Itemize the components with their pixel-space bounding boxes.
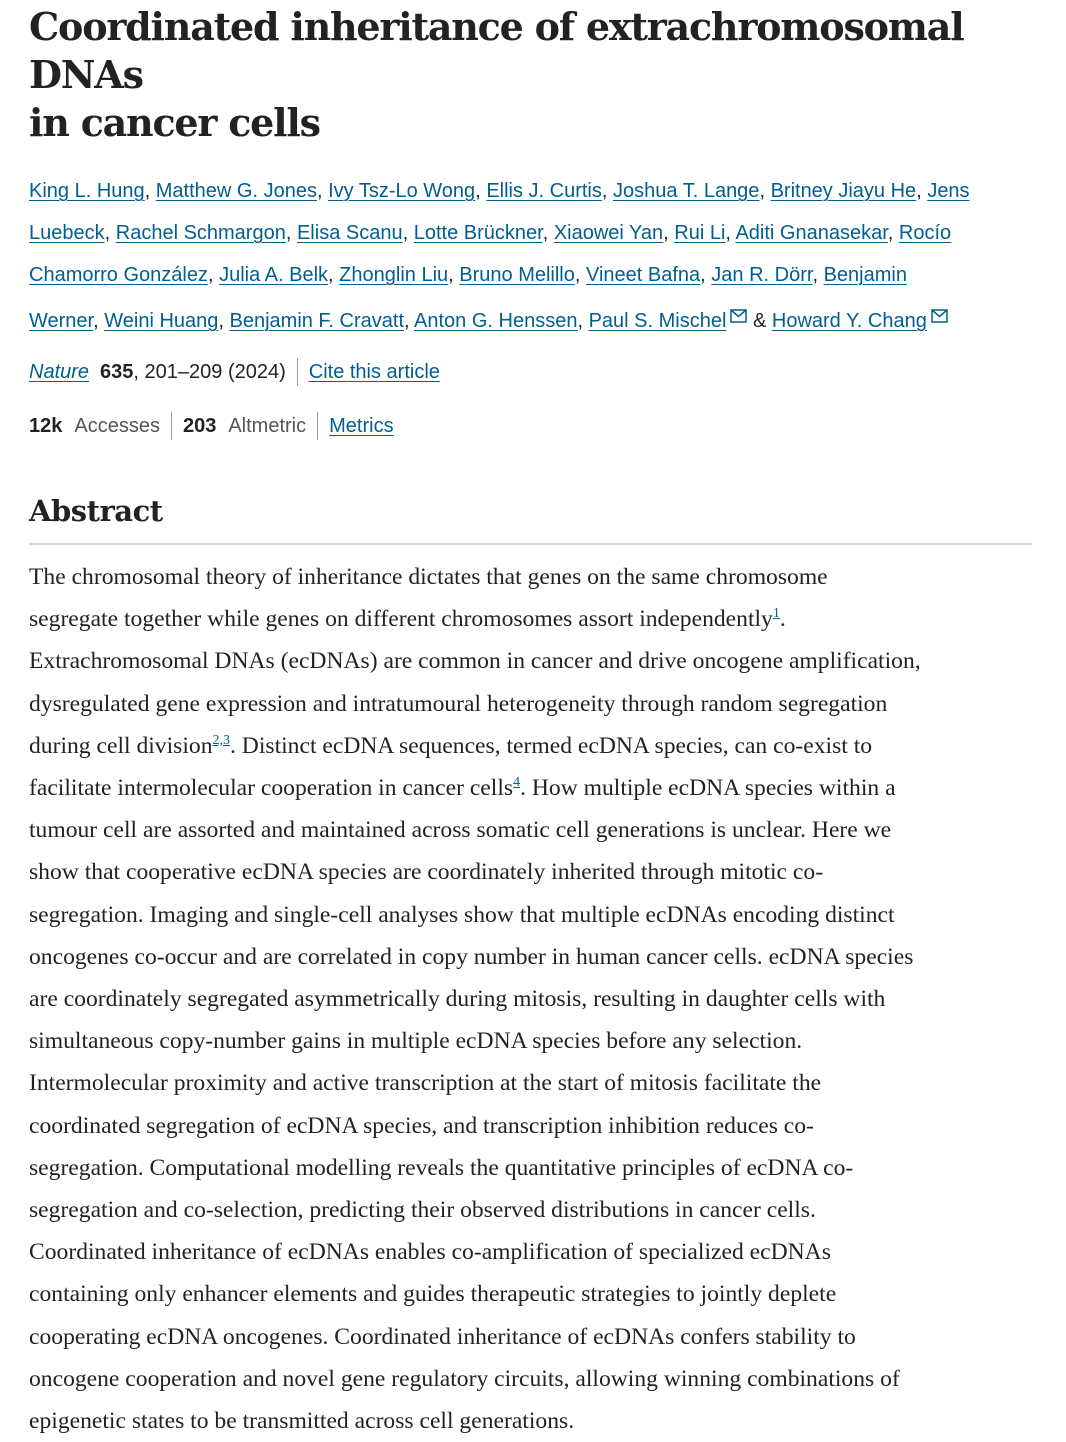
reference-link[interactable]: 2,3 xyxy=(212,732,230,748)
author-separator: , xyxy=(144,180,156,202)
article-title xyxy=(29,3,1032,147)
author-link[interactable]: Lotte Brückner xyxy=(413,222,543,244)
altmetric-score: 203 xyxy=(182,414,217,437)
author-separator: , xyxy=(404,310,415,332)
author-link[interactable]: Elisa Scanu xyxy=(296,222,403,244)
author-separator: , xyxy=(887,222,899,244)
author-separator: , xyxy=(574,264,586,286)
author-link[interactable]: Zhonglin Liu xyxy=(339,264,449,286)
journal-pages-year: , 201–209 (2024) xyxy=(133,360,286,383)
abstract-line: The chromosomal theory of inheritance dictates that genes on the same chromosome xyxy=(29,564,828,590)
abstract-line: tumour cell are assorted and maintained across somatic cell generations is unclear. Here we xyxy=(29,817,892,844)
abstract-line: cooperating ecDNA oncogenes. Coordinated inheritance of ecDNAs confers stability to xyxy=(29,1323,856,1350)
author-link[interactable]: Vineet Bafna xyxy=(586,264,701,286)
author-link[interactable]: Aditi Gnanasekar xyxy=(735,222,888,244)
author-list xyxy=(29,170,1032,342)
author-separator: , xyxy=(700,264,712,286)
abstract-line: containing only enhancer elements and guides therapeutic strategies to jointly deplete xyxy=(29,1281,837,1308)
abstract-line: Intermolecular proximity and active transcription at the start of mitosis facilitate the xyxy=(29,1070,822,1097)
author-separator: , xyxy=(577,310,589,332)
abstract-line: coordinated segregation of ecDNA species, and transcription inhibition reduces co- xyxy=(29,1112,814,1139)
abstract-line: Coordinated inheritance of ecDNAs enables co-amplification of specialized ecDNAs xyxy=(29,1239,831,1266)
author-separator: , xyxy=(285,222,297,244)
author-link[interactable]: Jan R. Dörr xyxy=(711,264,813,286)
abstract-line: dysregulated gene expression and intratumoural heterogeneity through random segregation xyxy=(29,690,888,717)
author-link[interactable]: Matthew G. Jones xyxy=(155,180,317,202)
abstract-text xyxy=(29,556,1032,1442)
author-link[interactable]: Benjamin Werner xyxy=(29,264,907,332)
author-separator: , xyxy=(542,222,554,244)
journal-link[interactable]: Nature xyxy=(29,360,90,383)
abstract-line: Extrachromosomal DNAs (ecDNAs) are common in cancer and drive oncogene amplification, xyxy=(29,648,921,675)
author-separator: , xyxy=(402,222,414,244)
author-link[interactable]: Ellis J. Curtis xyxy=(486,180,602,202)
author-link[interactable]: Xiaowei Yan xyxy=(553,222,664,244)
author-separator: , xyxy=(812,264,824,286)
author-separator: , xyxy=(759,180,771,202)
author-and: & xyxy=(747,310,772,332)
author-link[interactable]: Anton G. Henssen xyxy=(414,310,578,332)
author-separator: , xyxy=(328,264,340,286)
citation-line xyxy=(29,358,440,386)
author-link[interactable]: Rui Li xyxy=(674,222,726,244)
cite-this-article-link[interactable]: Cite this article xyxy=(308,360,440,383)
mail-icon[interactable] xyxy=(931,296,948,338)
author-link[interactable]: Paul S. Mischel xyxy=(588,310,727,332)
author-link[interactable]: Rachel Schmargon xyxy=(115,222,286,244)
abstract-line: show that cooperative ecDNA species are coordinately inherited through mitotic co- xyxy=(29,859,824,886)
article-title-line-2: in cancer cells xyxy=(29,100,320,145)
author-link[interactable]: Ivy Tsz-Lo Wong xyxy=(328,180,476,202)
author-link[interactable]: Howard Y. Chang xyxy=(771,310,927,332)
author-link[interactable]: Joshua T. Lange xyxy=(613,180,760,202)
author-separator: , xyxy=(725,222,736,244)
author-separator: , xyxy=(316,180,329,202)
journal-volume: 635 xyxy=(100,360,134,383)
reference-link[interactable]: 1 xyxy=(772,606,780,622)
author-separator: , xyxy=(663,222,675,244)
altmetric-label: Altmetric xyxy=(228,414,307,437)
article-metrics xyxy=(29,412,394,440)
divider xyxy=(297,358,298,386)
abstract-line: segregation. Computational modelling reveals the quantitative principles of ecDNA co- xyxy=(29,1154,854,1181)
author-separator: , xyxy=(448,264,460,286)
abstract-line: segregate together while genes on different chromosomes assort independently$^1$. xyxy=(29,606,786,633)
abstract-line: oncogenes co-occur and are correlated in copy number in human cancer cells. ecDNA species xyxy=(29,943,914,970)
abstract-line: oncogene cooperation and novel gene regulatory circuits, allowing winning combinations of xyxy=(29,1365,900,1392)
author-link[interactable]: Julia A. Belk xyxy=(219,264,329,286)
abstract-line: during cell division$^{2,3}$. Distinct ecDNA sequences, termed ecDNA species, can co-exist to xyxy=(29,732,873,759)
author-separator: , xyxy=(601,180,614,202)
author-separator: , xyxy=(916,180,928,202)
accesses-label: Accesses xyxy=(74,414,160,437)
abstract-line: segregation. Imaging and single-cell analyses show that multiple ecDNAs encoding distinct xyxy=(29,901,895,928)
abstract-line: simultaneous copy-number gains in multiple ecDNA species before any selection. xyxy=(29,1028,803,1055)
divider xyxy=(317,412,318,440)
author-link[interactable]: Jens Luebeck xyxy=(29,180,970,244)
abstract-line: facilitate intermolecular cooperation in cancer cells$^4$. How multiple ecDNA species within a xyxy=(29,775,896,802)
article-title-line-1: Coordinated inheritance of extrachromosomal DNAs xyxy=(29,4,964,97)
author-link[interactable]: Bruno Melillo xyxy=(459,264,575,286)
mail-icon[interactable] xyxy=(730,296,747,338)
divider xyxy=(171,412,172,440)
article-page xyxy=(29,0,1032,1435)
author-separator: , xyxy=(475,180,487,202)
author-link[interactable]: Britney Jiayu He xyxy=(770,180,917,202)
author-separator: , xyxy=(207,264,220,286)
author-separator: , xyxy=(104,222,116,244)
author-link[interactable]: Rocío Chamorro González xyxy=(29,222,952,286)
author-link[interactable]: Weini Huang xyxy=(104,310,219,332)
abstract-line: are coordinately segregated asymmetrically during mitosis, resulting in daughter cells with xyxy=(29,986,886,1013)
author-link[interactable]: King L. Hung xyxy=(29,180,145,202)
metrics-link[interactable]: Metrics xyxy=(329,414,394,437)
accesses-count: 12k xyxy=(29,414,63,437)
abstract-heading: Abstract xyxy=(29,494,163,528)
reference-link[interactable]: 4 xyxy=(513,775,521,791)
author-link[interactable]: Benjamin F. Cravatt xyxy=(229,310,405,332)
abstract-line: epigenetic states to be transmitted across cell generations. xyxy=(29,1408,575,1435)
section-divider xyxy=(29,543,1032,545)
author-separator: , xyxy=(218,310,230,332)
abstract-line: segregation and co-selection, predicting their observed distributions in cancer cells. xyxy=(29,1197,816,1224)
author-separator: , xyxy=(93,310,105,332)
